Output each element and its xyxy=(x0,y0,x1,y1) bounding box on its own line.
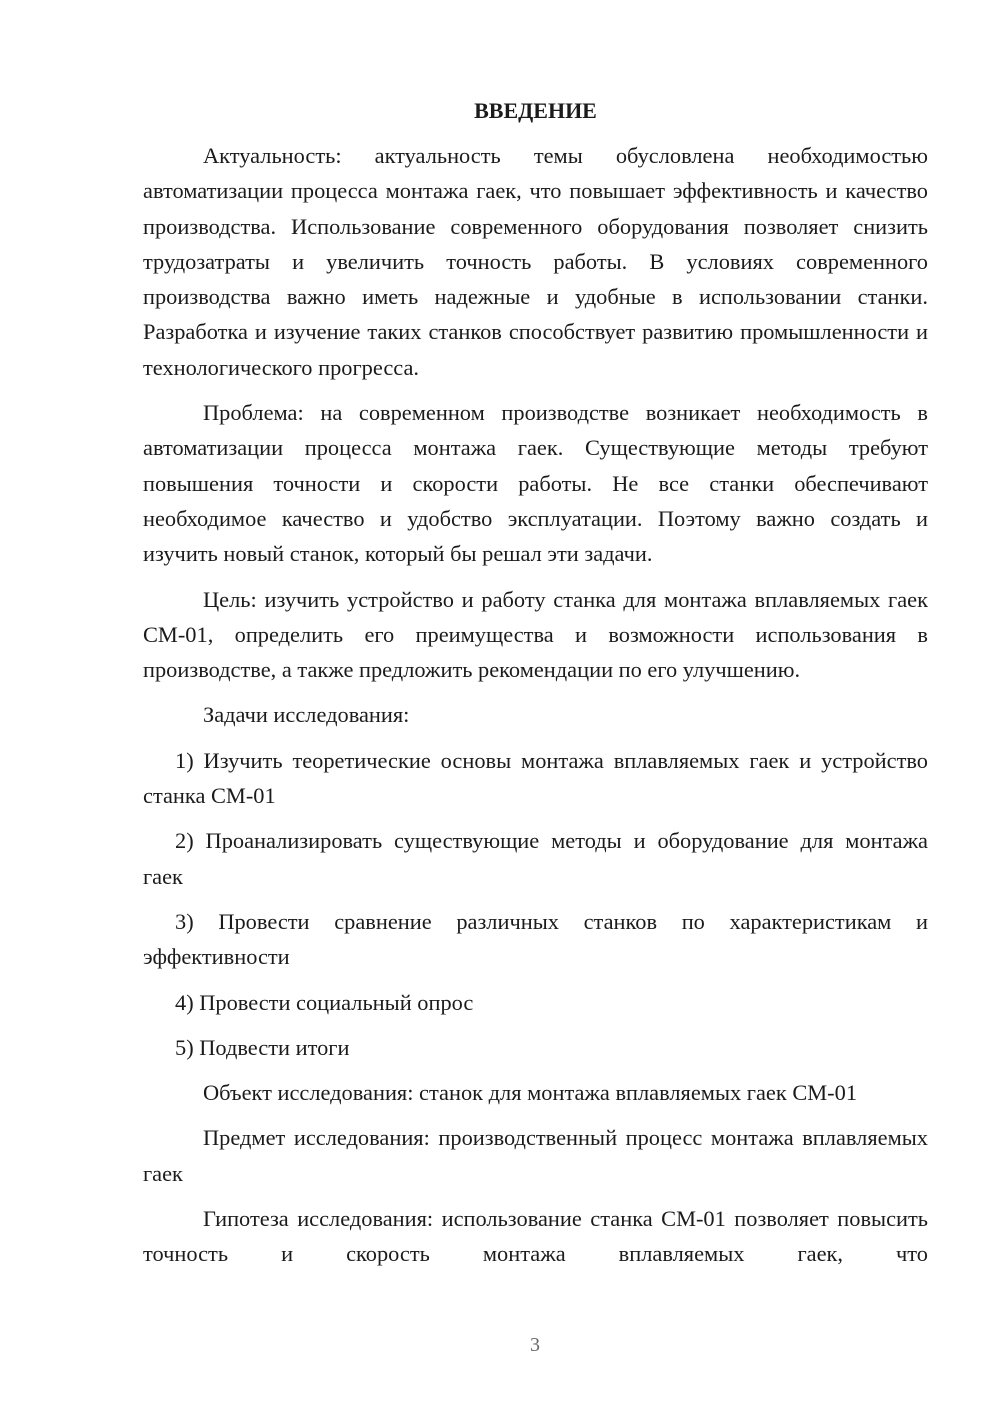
paragraph-subject: Предмет исследования: производственный процесс монтажа вплавляемых гаек xyxy=(143,1125,928,1186)
paragraph-problem: Проблема: на современном производстве возникает необходимость в автоматизации процесса монтажа гаек. Существующие методы требуют повышения точности и скорости работы. Не все станки обеспечивают необходимое качество и удобство эксплуатации. Поэтому важно создать и изучить новый станок, который бы решал эти задачи. xyxy=(143,400,928,567)
paragraph-object: Объект исследования: станок для монтажа вплавляемых гаек СМ-01 xyxy=(203,1080,858,1106)
page-number: 3 xyxy=(530,1334,540,1356)
task-item-2: 2) Проанализировать существующие методы и оборудование для монтажа гаек xyxy=(143,828,928,889)
paragraph-goal: Цель: изучить устройство и работу станка для монтажа вплавляемых гаек СМ-01, определить его преимущества и возможности использования в производстве, а также предложить рекомендации по его улучшению. xyxy=(143,586,928,683)
paragraph-hypothesis: Гипотеза исследования: использование станка СМ-01 позволяет повысить точность и скорость монтажа вплавляемых гаек, что xyxy=(143,1206,928,1267)
page-title: ВВЕДЕНИЕ xyxy=(474,98,597,123)
task-item-3: 3) Провести сравнение различных станков по характеристикам и эффективности xyxy=(143,908,928,970)
task-item-4: 4) Провести социальный опрос xyxy=(175,989,474,1015)
task-item-1: 1) Изучить теоретические основы монтажа вплавляемых гаек и устройство станка СМ-01 xyxy=(143,747,928,809)
task-item-5: 5) Подвести итоги xyxy=(175,1034,350,1060)
paragraph-tasks-heading: Задачи исследования: xyxy=(203,702,410,728)
document-page xyxy=(143,94,928,1282)
paragraph-relevance: Актуальность: актуальность темы обусловлена необходимостью автоматизации процесса монтажа гаек, что повышает эффективность и качество производства. Использование современного оборудования позволяет снизить трудозатраты и увеличить точность работы. В условиях современного производства важно иметь надежные и удобные в использовании станки. Разработка и изучение таких станков способствует развитию промышленности и технологического прогресса. xyxy=(143,143,928,380)
